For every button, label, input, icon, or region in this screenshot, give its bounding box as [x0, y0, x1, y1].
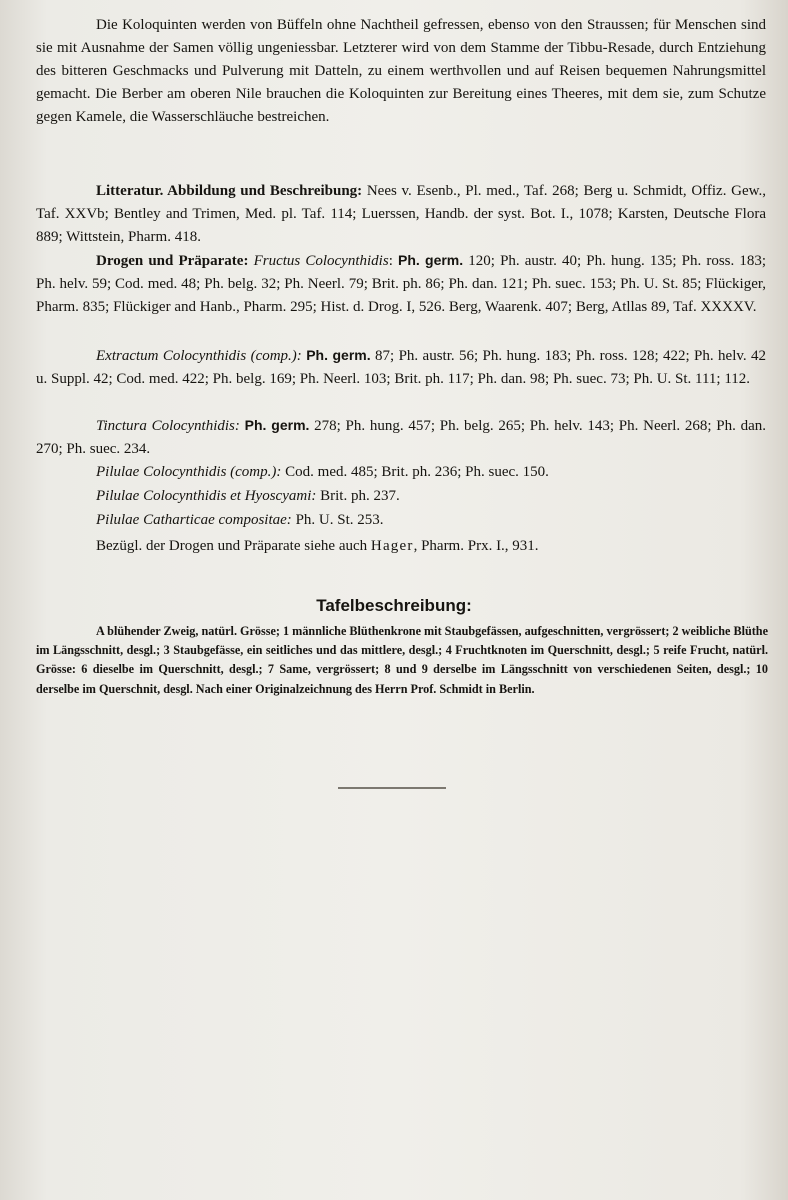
drogen-section: Drogen und Präparate: Fructus Colocynthidis: Ph. germ. 120; Ph. austr. 40; Ph. hung. 135; Ph. ross. 183; Ph. helv. 59; Cod. med. 48; Ph. belg. 32; Ph. Neerl. 79; Brit. ph. 86; Ph. dan. 121; Ph. suec. 153; Ph. U. St. 85; Flückiger, Pharm. 835; Flückiger and Hanb., Pharm. 295; Hist. d. Drog. I, 526. Berg, Waarenk. 407; Berg, Atllas 89, Taf. XXXXV.	[36, 252, 767, 316]
caption-text: A blühender Zweig, natürl. Grösse; 1 männliche Blüthenkrone mit Staubgefässen, aufgeschnitten, vergrössert; 2 weibliche Blüthe im Längsschnitt, desgl.; 3 Staubgefässe, ein seitliches und das mittlere, desgl.; 4 Fruchtknoten im Querschnitt, desgl.; 5 reife Frucht, natürl. Grösse: 6 dieselbe im Querschnitt, desgl.; 7 Same, vergrössert; 8 und 9 derselbe im Längsschnitt von verschiedenen Seiten, desgl.; 10 derselbe im Querschnit, desgl. Nach einer Originalzeichnung des Herrn Prof. Schmidt in Berlin.	[36, 624, 768, 696]
pilulae3-text: Ph. U. St. 253.	[295, 512, 384, 528]
bezuegl-hager: Hager	[370, 538, 414, 554]
pilulae3-name: Pilulae Catharticae compositae:	[96, 512, 292, 528]
tafel-caption	[36, 622, 768, 699]
drogen-phgerm: Ph. germ.	[397, 252, 464, 268]
pilulae-colocynthidis	[36, 461, 766, 484]
pilulae2-name: Pilulae Colocynthidis et Hyoscyami:	[96, 488, 317, 504]
intro-paragraph: Die Koloquinten werden von Büffeln ohne Nachtheil gefressen, ebenso von den Straussen; für Menschen sind sie mit Ausnahme der Samen völlig ungeniessbar. Letzterer wird von dem Stamme der Tibbu-Resade, durch Entziehung des bitteren Geschmacks und Pulverung mit Datteln, zu einem werthvollen und auf Reisen bequemen Nahrungsmittel gemacht. Die Berber am oberen Nile brauchen die Koloquinten zur Bereitung eines Theeres, mit dem sie, zum Schutze gegen Kamele, die Wasserschläuche bestreichen.	[36, 17, 766, 125]
litteratur-section	[36, 180, 766, 250]
tinctura-name: Tinctura Colocynthidis:	[96, 418, 240, 434]
bezuegl-text1: Bezügl. der Drogen und Präparate siehe auch	[96, 538, 368, 554]
drogen-label: Drogen und Präparate:	[96, 253, 249, 269]
drogen-name: Fructus Colocynthidis	[253, 253, 389, 269]
bezuegl-section: Bezügl. der Drogen und Präparate siehe auch Hager, Pharm. Prx. I., 931.	[96, 538, 539, 554]
section-divider	[338, 787, 446, 789]
tinctura-phgerm: Ph. germ.	[244, 417, 310, 433]
tinctura-section	[36, 414, 766, 461]
bezuegl-text2: Pharm. Prx. I., 931.	[421, 538, 539, 554]
extractum-phgerm: Ph. germ.	[306, 347, 371, 363]
tafel-heading: Tafelbeschreibung:	[316, 596, 472, 615]
pilulae-catharticae	[36, 509, 766, 532]
extractum-section	[36, 344, 766, 391]
litteratur-text: Nees v. Esenb., Pl. med., Taf. 268; Berg u. Schmidt, Offiz. Gew., Taf. XXVb; Bentley and Trimen, Med. pl. Taf. 114; Luerssen, Handb. der syst. Bot. I., 1078; Karsten, Deutsche Flora 889; Wittstein, Pharm. 418.	[36, 183, 766, 246]
pilulae-hyoscyami	[36, 485, 766, 508]
pilulae2-text: Brit. ph. 237.	[320, 488, 400, 504]
extractum-name: Extractum Colocynthidis (comp.):	[96, 348, 302, 364]
litteratur-label: Litteratur. Abbildung und Beschreibung:	[96, 183, 363, 199]
pilulae1-name: Pilulae Colocynthidis (comp.):	[96, 464, 282, 480]
tinctura-text: 278; Ph. hung. 457; Ph. belg. 265; Ph. helv. 143; Ph. Neerl. 268; Ph. dan. 270; Ph. suec. 234.	[36, 418, 767, 458]
drogen-text: 120; Ph. austr. 40; Ph. hung. 135; Ph. ross. 183; Ph. helv. 59; Cod. med. 48; Ph. belg. 32; Ph. Neerl. 79; Brit. ph. 86; Ph. dan. 121; Ph. suec. 153; Ph. U. St. 85; Flückiger, Pharm. 835; Flückiger and Hanb., Pharm. 295; Hist. d. Drog. I, 526. Berg, Waarenk. 407; Berg, Atllas 89, Taf. XXXXV.	[36, 253, 767, 316]
extractum-text: 87; Ph. austr. 56; Ph. hung. 183; Ph. ross. 128; 422; Ph. helv. 42 u. Suppl. 42; Cod. med. 422; Ph. belg. 169; Ph. Neerl. 103; Brit. ph. 117; Ph. dan. 98; Ph. suec. 73; Ph. U. St. 111; 112.	[36, 348, 767, 388]
pilulae1-text: Cod. med. 485; Brit. ph. 236; Ph. suec. 150.	[285, 464, 549, 480]
